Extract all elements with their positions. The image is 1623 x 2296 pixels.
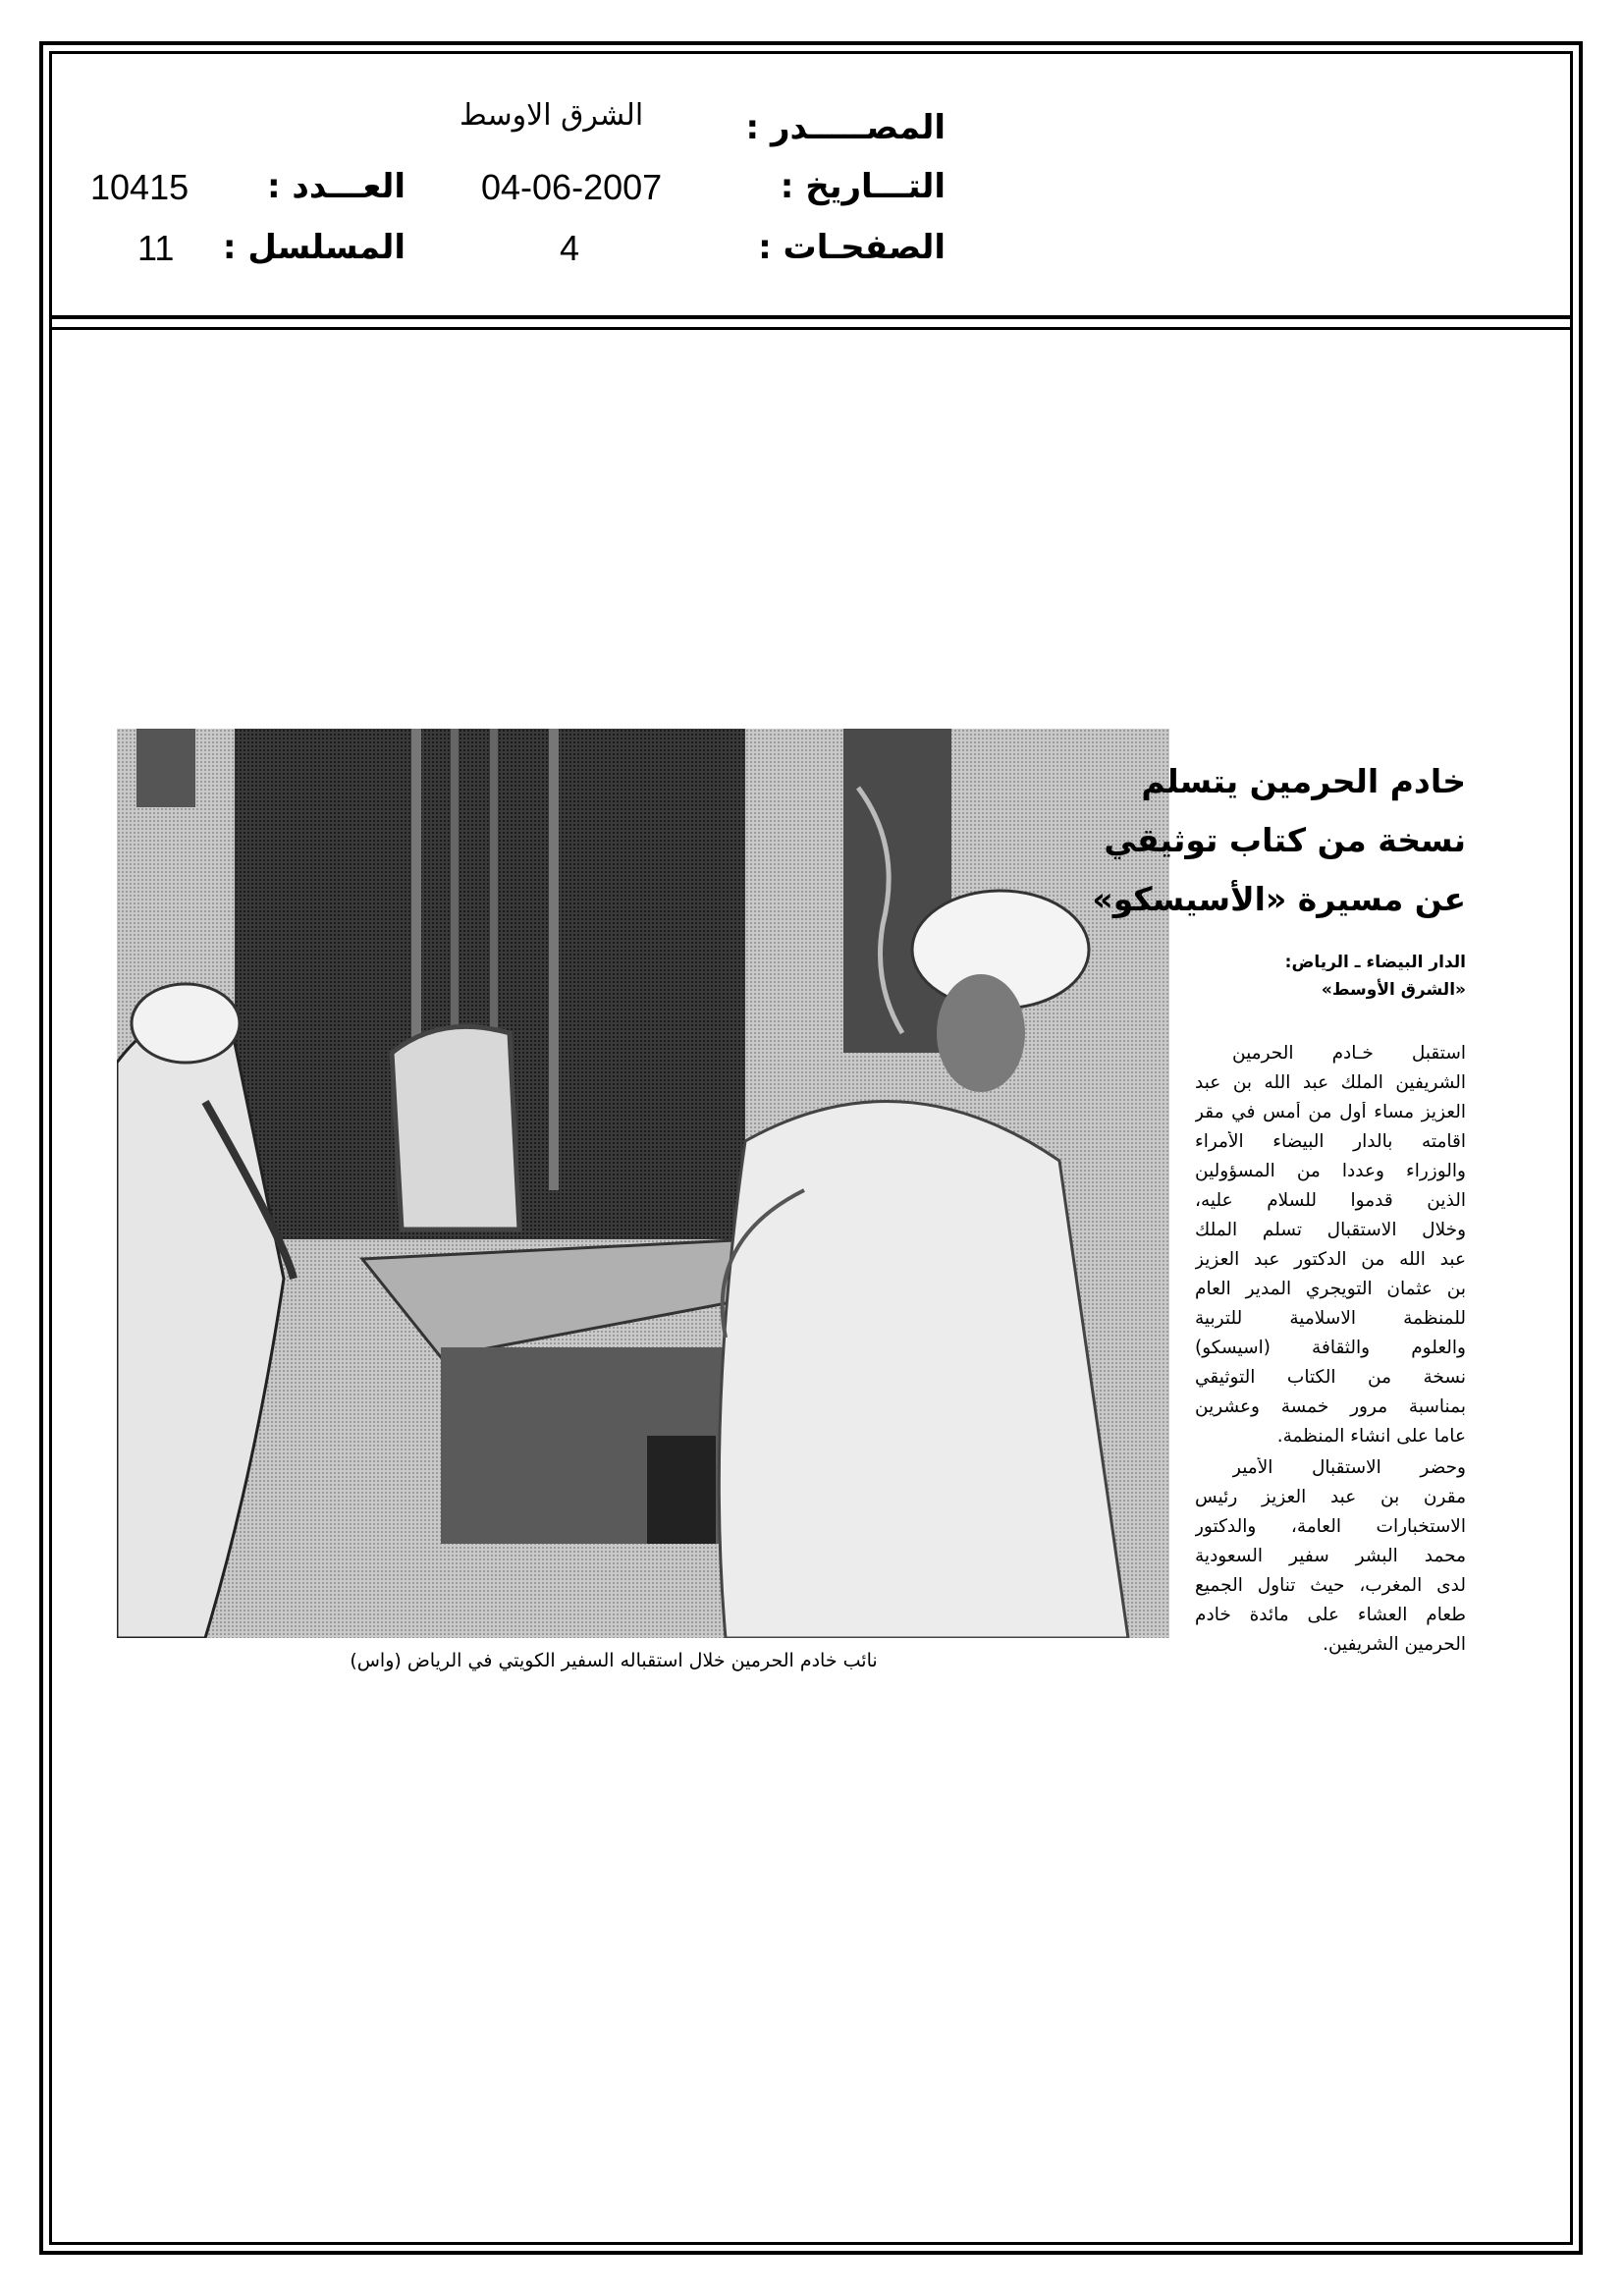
article-body-line: الذين قدموا للسلام عليه،	[1195, 1190, 1466, 1211]
article-body-line: مقرن بن عبد العزيز رئيس	[1195, 1487, 1466, 1507]
article-body-line: وخلال الاستقبال تسلم الملك	[1195, 1220, 1466, 1240]
header-divider-inner	[49, 327, 1573, 330]
article-body-line: محمد البشر سفير السعودية	[1195, 1546, 1466, 1566]
article-headline-line: نسخة من كتاب توثيقي	[1104, 821, 1466, 859]
serial-label: المسلسل :	[222, 228, 406, 267]
article-body-line: اقامته بالدار البيضاء الأمراء	[1195, 1131, 1466, 1152]
pages-label: الصفحـات :	[758, 228, 946, 267]
photo-illustration	[117, 729, 1169, 1638]
article-headline-line: خادم الحرمين يتسلم	[1141, 762, 1466, 800]
serial-value: 11	[137, 228, 175, 268]
article-photo	[117, 729, 1169, 1638]
date-value: 04-06-2007	[481, 167, 663, 207]
header-divider	[49, 315, 1573, 319]
pages-value: 4	[560, 228, 580, 268]
article-body-line: للمنظمة الاسلامية للتربية	[1195, 1308, 1466, 1329]
article-body-line: العزيز مساء أول من أمس في مقر	[1195, 1102, 1466, 1122]
article-body-line: الحرمين الشريفين.	[1323, 1634, 1466, 1655]
article-body-line: الاستخبارات العامة، والدكتور	[1195, 1516, 1466, 1537]
article-body-line: بن عثمان التويجري المدير العام	[1195, 1279, 1466, 1299]
article-body-line: استقبل خـادم الحرمين	[1232, 1043, 1466, 1064]
article-headline-line: عن مسيرة «الأسيسكو»	[1092, 880, 1466, 918]
date-label: التـــاريخ :	[780, 167, 946, 206]
issue-label: العـــدد :	[267, 167, 406, 206]
article-body-line: الشريفين الملك عبد الله بن عبد	[1195, 1072, 1466, 1093]
article-dateline: الدار البيضاء ـ الرياض:	[1284, 953, 1466, 972]
article-body-line: بمناسبة مرور خمسة وعشرين	[1195, 1396, 1466, 1417]
article-body-line: وحضر الاستقبال الأمير	[1232, 1457, 1466, 1478]
issue-value: 10415	[90, 167, 189, 207]
article-dateline: «الشرق الأوسط»	[1321, 980, 1466, 1000]
source-value: الشرق الاوسط	[460, 98, 644, 133]
article-body-line: لدى المغرب، حيث تناول الجميع	[1195, 1575, 1466, 1596]
article-body-line: والعلوم والثقافة (اسيسكو)	[1195, 1338, 1466, 1358]
article-body-line: والوزراء وعددا من المسؤولين	[1195, 1161, 1466, 1181]
photo-caption: نائب خادم الحرمين خلال استقباله السفير الكويتي في الرياض (واس)	[350, 1650, 878, 1671]
source-label: المصـــــدر :	[745, 108, 946, 147]
article-body-line: عاما على انشاء المنظمة.	[1276, 1426, 1466, 1447]
article-body-line: عبد الله من الدكتور عبد العزيز	[1195, 1249, 1466, 1270]
article-body-line: نسخة من الكتاب التوثيقي	[1195, 1367, 1466, 1388]
article-body-line: طعام العشاء على مائدة خادم	[1195, 1605, 1466, 1625]
